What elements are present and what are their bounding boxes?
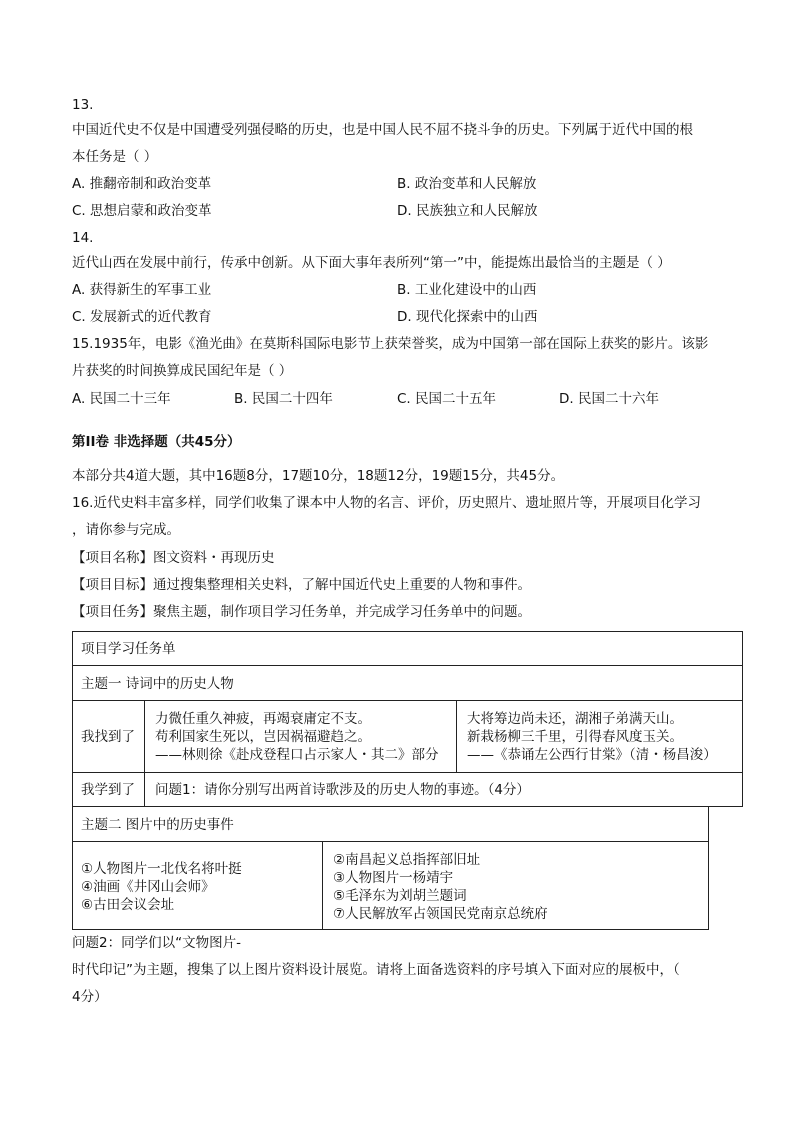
q13-number: 13. [72,97,94,113]
q14-stem-line1: 近代山西在发展中前行，传承中创新。从下面大事年表所列“第一”中，能提炼出最恰当的主题是（ ） [72,255,671,271]
question2-line1: 问题2：同学们以“文物图片- [72,935,241,951]
q14-option-b: B. 工业化建设中的山西 [397,282,537,298]
theme1-title: 主题一 诗词中的历史人物 [81,676,234,692]
section2-intro: 本部分共4道大题，其中16题8分，17题10分，18题12分，19题15分，共45分。 [72,468,565,484]
found-label-cell [72,700,145,773]
learned-label-cell [72,772,145,807]
q13-option-a: A. 推翻帝制和政治变革 [72,176,212,192]
q16-stem-line1: 16.近代史料丰富多样，同学们收集了课本中人物的名言、评价，历史照片、遗址照片等，开展项目化学习 [72,495,701,511]
learned-label: 我学到了 [81,782,135,798]
right-item-3: ⑤毛泽东为刘胡兰题词 [333,888,467,904]
q14-option-d: D. 现代化探索中的山西 [397,309,538,325]
q16-project-task: 【项目任务】聚焦主题，制作项目学习任务单，并完成学习任务单中的问题。 [72,604,531,620]
q15-stem-line2: 片获奖的时间换算成民国纪年是（ ） [72,363,293,379]
q13-stem-line1: 中国近代史不仅是中国遭受列强侵略的历史，也是中国人民不屈不挠斗争的历史。下列属于近代中国的根 [72,122,693,138]
q13-option-b: B. 政治变革和人民解放 [397,176,537,192]
q16-project-name: 【项目名称】图文资料・再现历史 [72,550,275,566]
section2-title: 第II卷 非选择题（共45分） [72,434,241,450]
theme2-left-cell [72,841,323,930]
question2-line3: 4分） [72,989,108,1005]
right-item-2: ③人物图片一杨靖宇 [333,870,454,886]
q13-stem-line2: 本任务是（ ） [72,149,158,165]
left-item-1: ①人物图片一北伐名将叶挺 [81,861,242,877]
left-item-3: ⑥古田会议会址 [81,897,175,913]
q15-option-c: C. 民国二十五年 [397,391,497,407]
question1: 问题1：请你分别写出两首诗歌涉及的历史人物的事迹。（4分） [155,782,530,798]
theme2-row [72,806,709,842]
question2-line2: 时代印记”为主题，搜集了以上图片资料设计展览。请将上面备选资料的序号填入下面对应的展板中，（ [72,962,680,978]
q14-number: 14. [72,230,94,246]
theme1-row [72,665,743,701]
found-label: 我找到了 [81,729,135,745]
q15-option-a: A. 民国二十三年 [72,391,171,407]
table-header-row [72,631,743,666]
q15-stem-line1: 15.1935年，电影《渔光曲》在莫斯科国际电影节上获荣誉奖，成为中国第一部在国际上获奖的影片。该影 [72,336,709,352]
right-item-1: ②南昌起义总指挥部旧址 [333,852,481,868]
poem1-line3: ——林则徐《赴戍登程口占示家人・其二》部分 [155,747,439,763]
question1-cell [144,772,743,807]
q14-option-a: A. 获得新生的军事工业 [72,282,212,298]
poem1-cell [144,700,457,773]
theme2-title: 主题二 图片中的历史事件 [81,817,234,833]
q15-option-d: D. 民国二十六年 [559,391,659,407]
q13-option-c: C. 思想启蒙和政治变革 [72,203,212,219]
q13-option-d: D. 民族独立和人民解放 [397,203,538,219]
theme2-right-cell [322,841,709,930]
poem1-line2: 苟利国家生死以，岂因祸福避趋之。 [155,729,371,745]
poem2-line2: 新栽杨柳三千里，引得春风度玉关。 [467,729,683,745]
q16-stem-line2: ，请你参与完成。 [72,522,180,538]
poem2-line3: ——《恭诵左公西行甘棠》（清・杨昌浚） [467,747,717,763]
poem2-cell [456,700,743,773]
right-item-4: ⑦人民解放军占领国民党南京总统府 [333,906,548,922]
q15-option-b: B. 民国二十四年 [234,391,333,407]
poem1-line1: 力微任重久神疲，再竭衰庸定不支。 [155,711,371,727]
table-header: 项目学习任务单 [81,641,176,657]
left-item-2: ④油画《井冈山会师》 [81,879,215,895]
poem2-line1: 大将筹边尚未还，湖湘子弟满天山。 [467,711,683,727]
q16-project-goal: 【项目目标】通过搜集整理相关史料，了解中国近代史上重要的人物和事件。 [72,577,531,593]
q14-option-c: C. 发展新式的近代教育 [72,309,212,325]
